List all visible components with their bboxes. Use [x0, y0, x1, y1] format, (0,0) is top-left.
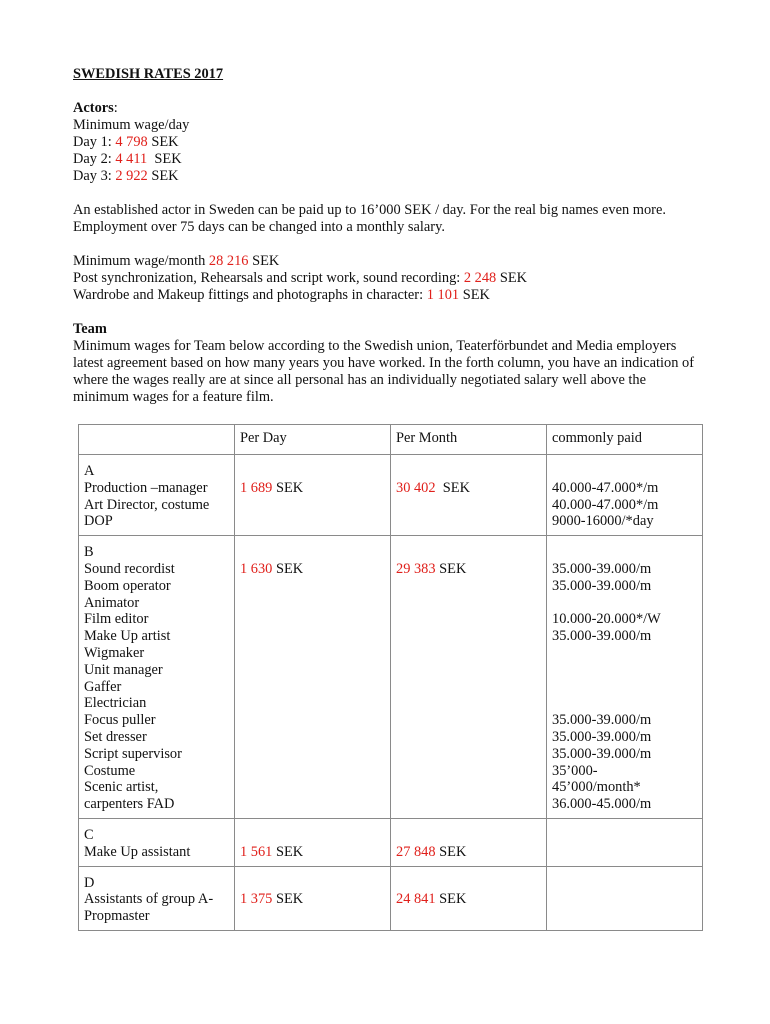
per-month-cell-unit: SEK	[435, 479, 470, 496]
paid-value: 10.000-20.000*/W	[552, 611, 661, 628]
table-row	[79, 866, 703, 930]
role-name: Wigmaker	[84, 644, 145, 661]
per-month-cell	[391, 536, 547, 819]
per-day-cell-unit: SEK	[272, 560, 304, 577]
per-day-cell-amount: 1 689	[240, 479, 273, 496]
page-title: SWEDISH RATES 2017	[73, 66, 224, 82]
role-name: DOP	[84, 513, 113, 530]
role-name: Boom operator	[84, 577, 171, 594]
paid-value: 35.000-39.000/m	[552, 560, 652, 577]
role-name: Propmaster	[84, 908, 150, 925]
paid-value: 36.000-45.000/m	[552, 796, 652, 813]
paid-value	[552, 679, 697, 696]
per-month-cell-unit: SEK	[435, 891, 467, 908]
paid-value	[552, 662, 697, 679]
per-day-cell-unit: SEK	[272, 891, 304, 908]
per-month-cell-unit: SEK	[435, 843, 467, 860]
paid-value: 9000-16000/*day	[552, 513, 654, 530]
team-description: Minimum wages for Team below according to the Swedish union, Teaterförbundet and Media employers latest agreement based on how many years you have worked. In the forth column, you have an indication of where the wages really are at since all personal has an individually negotiated salary well above the minimum wages for a feature film.	[73, 338, 695, 405]
commonly-paid-cell	[547, 536, 703, 819]
group-letter: B	[84, 544, 94, 561]
role-name: Electrician	[84, 695, 147, 712]
paid-value	[552, 645, 697, 662]
role-name: Animator	[84, 594, 140, 611]
role-name: Focus puller	[84, 712, 156, 729]
group-letter: C	[84, 826, 94, 843]
table-row	[79, 455, 703, 536]
per-month-cell-amount: 27 848	[396, 843, 436, 860]
per-month-cell-amount: 30 402	[396, 479, 436, 496]
paid-value	[552, 695, 697, 712]
per-day-cell	[235, 455, 391, 536]
per-month-cell-unit: SEK	[435, 560, 467, 577]
role-name: Art Director, costume	[84, 496, 210, 513]
team-section	[73, 321, 703, 406]
wardrobe-rate: Wardrobe and Makeup fittings and photographs in character: 1 101 SEK	[73, 287, 490, 303]
header-cell: Per Day	[235, 425, 391, 455]
min-wage-day-label: Minimum wage/day	[73, 117, 190, 133]
per-month-cell	[391, 818, 547, 866]
min-wage-month: Minimum wage/month 28 216 SEK	[73, 253, 280, 269]
paid-value: 35.000-39.000/m	[552, 712, 652, 729]
paid-value	[552, 595, 697, 612]
role-name: Script supervisor	[84, 745, 182, 762]
per-month-cell-amount: 24 841	[396, 891, 436, 908]
paid-value: 40.000-47.000*/m	[552, 479, 659, 496]
role-name: Sound recordist	[84, 560, 175, 577]
role-cell	[79, 455, 235, 536]
table-row	[79, 818, 703, 866]
paid-value: 35.000-39.000/m	[552, 577, 652, 594]
established-actor-note: An established actor in Sweden can be paid up to 16’000 SEK / day. For the real big names even more. Employment over 75 days can be changed into a monthly salary.	[73, 202, 666, 235]
paid-value: 35.000-39.000/m	[552, 728, 652, 745]
per-day-cell-amount: 1 561	[240, 843, 273, 860]
role-name: Costume	[84, 762, 136, 779]
role-name: carpenters FAD	[84, 796, 175, 813]
day-rate-2: Day 2: 4 411 SEK	[73, 151, 182, 167]
role-name: Make Up artist	[84, 628, 171, 645]
role-name: Gaffer	[84, 678, 122, 695]
document-body	[73, 66, 703, 406]
table-row	[79, 536, 703, 819]
per-day-cell-unit: SEK	[272, 843, 304, 860]
header-cell	[79, 425, 235, 455]
role-name: Make Up assistant	[84, 843, 191, 860]
commonly-paid-cell	[547, 455, 703, 536]
per-day-cell	[235, 818, 391, 866]
role-name: Unit manager	[84, 661, 163, 678]
per-month-cell	[391, 866, 547, 930]
group-letter: D	[84, 874, 95, 891]
role-name: Set dresser	[84, 728, 147, 745]
per-day-cell	[235, 866, 391, 930]
actors-heading: Actors:	[73, 100, 118, 116]
role-name: Production –manager	[84, 479, 208, 496]
group-letter: A	[84, 463, 95, 479]
role-name: Film editor	[84, 611, 149, 628]
paid-value: 35’000-	[552, 762, 598, 779]
per-day-cell-amount: 1 630	[240, 560, 273, 577]
commonly-paid-cell	[547, 818, 703, 866]
per-month-cell-amount: 29 383	[396, 560, 436, 577]
day-rate-1: Day 1: 4 798 SEK	[73, 134, 179, 150]
paid-value: 40.000-47.000*/m	[552, 496, 659, 513]
header-cell: commonly paid	[547, 425, 703, 455]
day-rate-3: Day 3: 2 922 SEK	[73, 168, 179, 184]
per-day-cell	[235, 536, 391, 819]
per-month-cell	[391, 455, 547, 536]
rates-table	[78, 424, 703, 931]
header-cell: Per Month	[391, 425, 547, 455]
paid-value: 45’000/month*	[552, 779, 641, 796]
team-heading: Team	[73, 321, 107, 337]
role-name: Scenic artist,	[84, 779, 159, 796]
role-cell	[79, 818, 235, 866]
role-name: Assistants of group A-	[84, 891, 214, 908]
per-day-cell-unit: SEK	[272, 479, 304, 496]
table-header-row	[79, 425, 703, 455]
paid-value: 35.000-39.000/m	[552, 628, 652, 645]
commonly-paid-cell	[547, 866, 703, 930]
per-day-cell-amount: 1 375	[240, 891, 273, 908]
role-cell	[79, 866, 235, 930]
actors-section	[73, 100, 703, 321]
post-sync-rate: Post synchronization, Rehearsals and script work, sound recording: 2 248 SEK	[73, 270, 528, 286]
role-cell	[79, 536, 235, 819]
paid-value: 35.000-39.000/m	[552, 745, 652, 762]
